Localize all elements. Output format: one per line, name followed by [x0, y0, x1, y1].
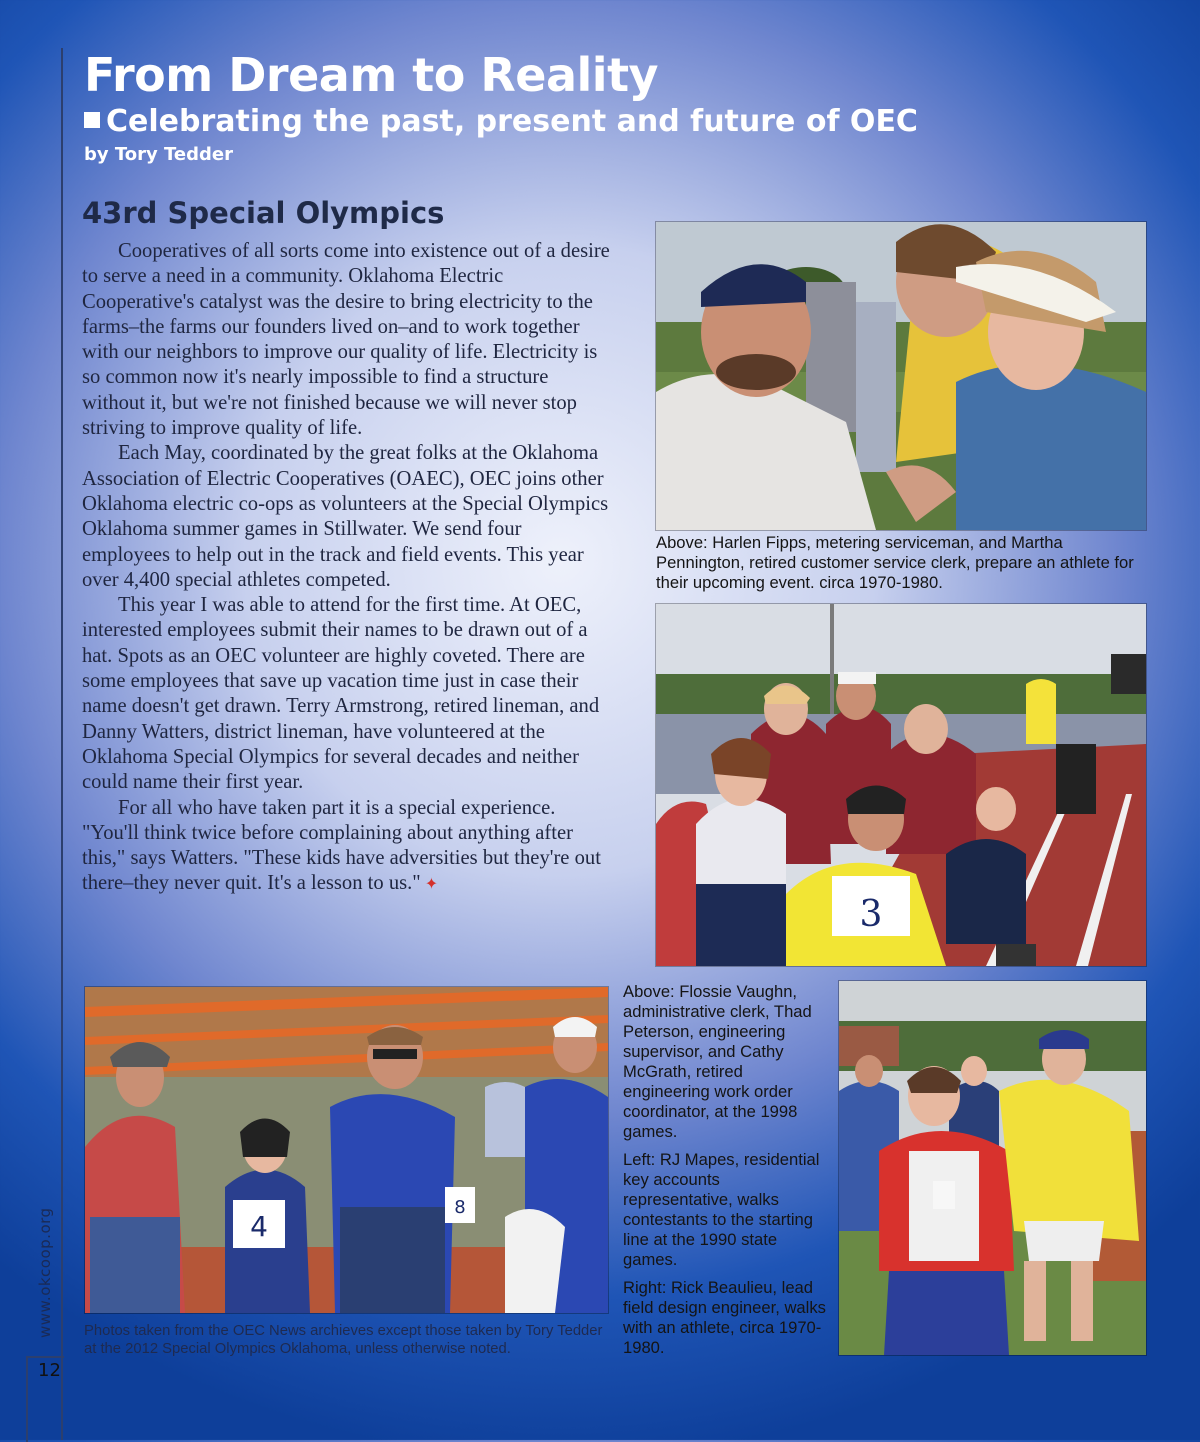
- paragraph-4-text: For all who have taken part it is a special experience. "You'll think twice before complaining about anything after this," says Watters. "These kids have adversities but they're out there–they never quit. It's a lesson to us.": [82, 796, 601, 895]
- photo-credit: Photos taken from the OEC News archieves except those taken by Tory Tedder at the 2012 Special Olympics Oklahoma, unless otherwise noted.: [84, 1323, 603, 1357]
- bib-number-4: 4: [250, 1210, 268, 1243]
- photo-rj-mapes-art: [85, 987, 608, 1313]
- caption-side-above: Above: Flossie Vaughn, administrative clerk, Thad Peterson, engineering supervisor, and Cathy McGrath, retired engineering work order coordinator, at the 1998 games.: [623, 982, 812, 1141]
- caption-top-photo: Above: Harlen Fipps, metering serviceman, and Martha Pennington, retired customer service clerk, prepare an athlete for their upcoming event. circa 1970-1980.: [656, 533, 1134, 592]
- photo-fipps-pennington: [655, 221, 1147, 531]
- bib-number-8: 8: [454, 1197, 466, 1218]
- article-title: From Dream to Reality: [84, 48, 659, 102]
- caption-side-left: Left: RJ Mapes, residential key accounts representative, walks contestants to the starting line at the 1990 state games.: [623, 1150, 820, 1269]
- bib-number-3: 3: [859, 894, 883, 935]
- photo-rick-beaulieu: [838, 980, 1147, 1356]
- photo-vaughn-peterson-mcgrath-art: [656, 604, 1146, 966]
- subtitle-text: Celebrating the past, present and future of OEC: [106, 104, 918, 139]
- side-captions: [623, 982, 833, 1366]
- paragraph-3: This year I was able to attend for the first time. At OEC, interested employees submit their names to be drawn out of a hat. Spots as an OEC volunteer are highly coveted. There are some employees that save up vacation time just in case their name doesn't get drawn. Terry Armstrong, retired lineman, and Danny Watters, district lineman, have volunteered at the Oklahoma Special Olympics for several decades and neither could name their first year.: [82, 594, 600, 794]
- article-subtitle: [84, 104, 918, 139]
- caption-side-right: Right: Rick Beaulieu, lead field design engineer, walks with an athlete, circa 1970-1980.: [623, 1278, 826, 1357]
- photo-rick-beaulieu-art: [839, 981, 1146, 1355]
- end-mark-icon: ✦: [424, 874, 439, 894]
- square-bullet-icon: [84, 112, 100, 128]
- article-body: [82, 239, 612, 897]
- photo-vaughn-peterson-mcgrath: [655, 603, 1147, 967]
- paragraph-1: Cooperatives of all sorts come into existence out of a desire to serve a need in a community. Oklahoma Electric Cooperative's catalyst was the desire to bring electricity to the farms–the farms our founders lived on–and to work together with our neighbors to improve our quality of life. Electricity is so common now it's nearly impossible to find a structure without it, but we're not finished because we will never stop striving to improve quality of life.: [82, 240, 610, 440]
- page-number: 12: [38, 1360, 61, 1381]
- paragraph-2: Each May, coordinated by the great folks at the Oklahoma Association of Electric Cooperatives (OAEC), OEC joins other Oklahoma electric co-ops as volunteers at the Special Olympics Oklahoma summer games in Stillwater. We send four employees to help out in the track and field events. This year over 4,400 special athletes competed.: [82, 442, 609, 591]
- photo-rj-mapes: [84, 986, 609, 1314]
- photo-fipps-pennington-art: [656, 222, 1146, 530]
- paragraph-4: [82, 796, 612, 897]
- site-url: www.okcoop.org: [36, 1207, 54, 1338]
- left-margin-rule: [61, 48, 63, 1440]
- section-heading: 43rd Special Olympics: [82, 196, 445, 230]
- byline: by Tory Tedder: [84, 144, 233, 165]
